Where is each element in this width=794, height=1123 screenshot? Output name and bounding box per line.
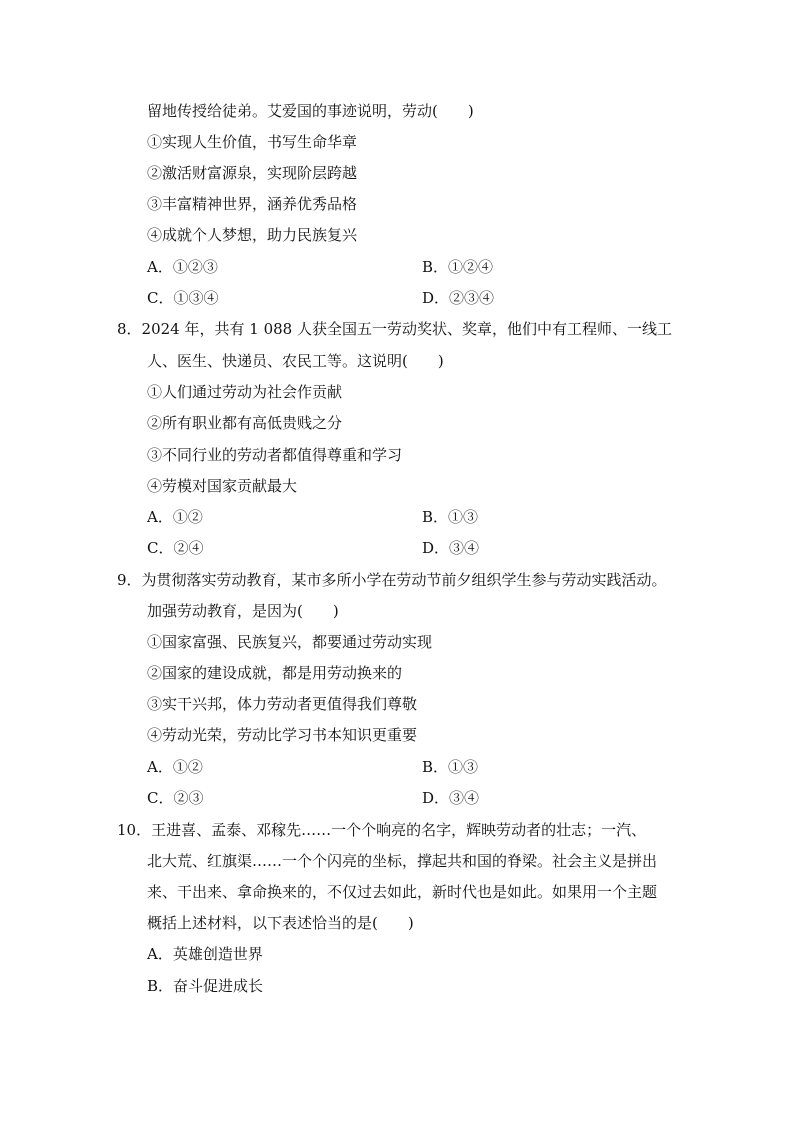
q8-option-b: B．①③ (422, 508, 479, 526)
q7-statement-1: ①实现人生价值，书写生命华章 (147, 133, 358, 151)
q10-option-b: B．奋斗促进成长 (147, 977, 264, 995)
q9-option-a: A．①② (147, 758, 203, 776)
q10-stem-line-3: 来、干出来、拿命换来的，不仅过去如此，新时代也是如此。如果用一个主题 (147, 883, 658, 901)
q9-statement-3: ③实干兴邦，体力劳动者更值得我们尊敬 (147, 695, 418, 713)
q8-statement-1: ①人们通过劳动为社会作贡献 (147, 383, 343, 401)
q10-stem-line-1: 10．王进喜、孟泰、邓稼先……一个个响亮的名字，辉映劳动者的壮志；一汽、 (117, 821, 647, 839)
q9-option-b: B．①③ (422, 758, 479, 776)
q8-option-a: A．①② (147, 508, 203, 526)
q7-option-d: D．②③④ (422, 289, 495, 307)
q9-stem-line-1: 9．为贯彻落实劳动教育，某市多所小学在劳动节前夕组织学生参与劳动实践活动。 (117, 571, 667, 589)
q7-option-b: B．①②④ (422, 258, 494, 276)
q7-statement-4: ④成就个人梦想，助力民族复兴 (147, 226, 358, 244)
q9-option-c: C．②③ (147, 789, 204, 807)
q8-statement-4: ④劳模对国家贡献最大 (147, 477, 298, 495)
q10-option-a: A．英雄创造世界 (147, 945, 263, 963)
q10-stem-line-2: 北大荒、红旗渠……一个个闪亮的坐标，撑起共和国的脊梁。社会主义是拼出 (147, 852, 658, 870)
q8-option-c: C．②④ (147, 539, 204, 557)
q8-option-d: D．③④ (422, 539, 480, 557)
q8-stem-line-2: 人、医生、快递员、农民工等。这说明( ) (147, 352, 444, 370)
q10-stem-line-4: 概括上述材料，以下表述恰当的是( ) (147, 914, 414, 932)
q9-statement-1: ①国家富强、民族复兴，都要通过劳动实现 (147, 633, 433, 651)
q7-statement-3: ③丰富精神世界，涵养优秀品格 (147, 195, 358, 213)
q7-stem-continuation: 留地传授给徒弟。艾爱国的事迹说明，劳动( ) (147, 102, 474, 120)
q9-stem-line-2: 加强劳动教育，是因为( ) (147, 602, 339, 620)
q9-statement-2: ②国家的建设成就，都是用劳动换来的 (147, 664, 403, 682)
q9-statement-4: ④劳动光荣，劳动比学习书本知识更重要 (147, 726, 418, 744)
q8-stem-line-1: 8．2024 年，共有 1 088 人获全国五一劳动奖状、奖章，他们中有工程师、一线工 (117, 320, 672, 338)
q8-statement-3: ③不同行业的劳动者都值得尊重和学习 (147, 446, 403, 464)
q9-option-d: D．③④ (422, 789, 480, 807)
q7-option-c: C．①③④ (147, 289, 219, 307)
q8-statement-2: ②所有职业都有高低贵贱之分 (147, 414, 343, 432)
q7-statement-2: ②激活财富源泉，实现阶层跨越 (147, 164, 358, 182)
q7-option-a: A．①②③ (147, 258, 218, 276)
